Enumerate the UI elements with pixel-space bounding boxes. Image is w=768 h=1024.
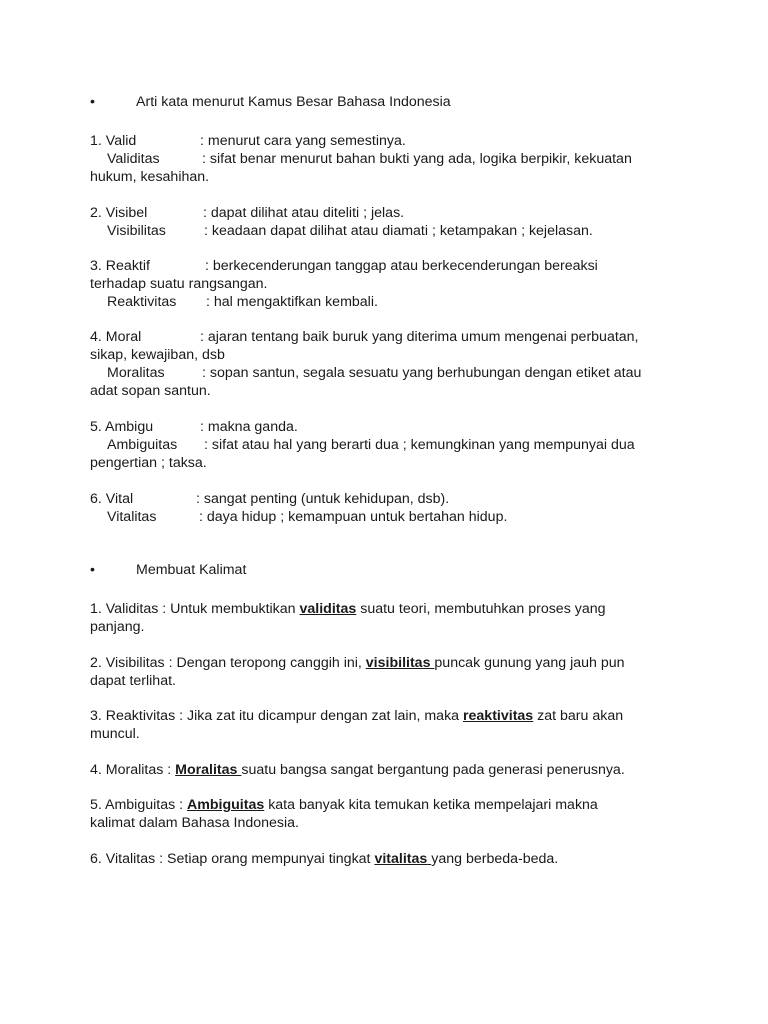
entry-definition-continued: terhadap suatu rangsangan. (90, 276, 268, 292)
sentence-line (90, 796, 598, 814)
sentence-keyword: reaktivitas (463, 708, 534, 724)
entry-derived-line (90, 508, 507, 526)
entry-definition-continued: sikap, kewajiban, dsb (90, 347, 225, 363)
derived-definition: : keadaan dapat dilihat atau diamati ; ketampakan ; kejelasan. (204, 223, 593, 239)
sentence-keyword: visibilitas (365, 655, 431, 671)
entry-definition: : berkecenderungan tanggap atau berkecenderungan bereaksi (205, 258, 598, 274)
bullet-icon: • (90, 562, 95, 578)
derived-definition: : sifat atau hal yang berarti dua ; kemungkinan yang mempunyai dua (204, 437, 635, 453)
derived-definition-continued: hukum, kesahihan. (90, 169, 210, 185)
derived-term: Vitalitas (107, 509, 157, 525)
entry-term: 2. Visibel (90, 205, 148, 221)
section-heading-kalimat: Membuat Kalimat (136, 562, 247, 578)
sentence-prefix: 4. Moralitas : (90, 762, 176, 778)
sentence-prefix: 2. Visibilitas : Dengan teropong canggih ini, (90, 655, 366, 671)
entry-definition: : menurut cara yang semestinya. (200, 133, 406, 149)
sentence-rest: suatu teori, membutuhkan proses yang (356, 601, 606, 617)
sentence-continued: panjang. (90, 619, 145, 635)
sentence-keyword: Moralitas (175, 762, 238, 778)
sentence-continued: dapat terlihat. (90, 673, 176, 689)
entry-derived-line (90, 222, 593, 240)
derived-definition: : sopan santun, segala sesuatu yang berhubungan dengan etiket atau (202, 365, 642, 381)
sentence-prefix: 5. Ambiguitas : (90, 797, 187, 813)
derived-definition-continued: adat sopan santun. (90, 383, 211, 399)
derived-definition: : sifat benar menurut bahan bukti yang ada, logika berpikir, kekuatan (202, 151, 632, 167)
bullet-icon: • (90, 94, 95, 110)
sentence-line (90, 850, 558, 868)
sentence-keyword: Ambiguitas (187, 797, 265, 813)
entry-line (90, 204, 404, 222)
entry-derived-line (90, 150, 632, 168)
entry-term: 6. Vital (90, 491, 134, 507)
sentence-keyword: validitas (299, 601, 357, 617)
entry-term: 1. Valid (90, 133, 137, 149)
entry-definition: : dapat dilihat atau diteliti ; jelas. (203, 205, 405, 221)
sentence-prefix: 6. Vitalitas : Setiap orang mempunyai tingkat (90, 851, 375, 867)
entry-definition: : makna ganda. (200, 419, 298, 435)
sentence-line (90, 761, 625, 779)
sentence-rest: zat baru akan (533, 708, 624, 724)
section-heading-kbbi: Arti kata menurut Kamus Besar Bahasa Indonesia (136, 94, 451, 110)
entry-derived-line (90, 364, 641, 382)
entry-line (90, 257, 598, 275)
derived-term: Visibilitas (107, 223, 166, 239)
entry-line (90, 490, 449, 508)
derived-term: Validitas (107, 151, 160, 167)
sentence-line (90, 600, 606, 618)
sentence-line (90, 707, 623, 725)
entry-definition: : ajaran tentang baik buruk yang diterima umum mengenai perbuatan, (200, 329, 639, 345)
sentence-rest: kata banyak kita temukan ketika mempelajari makna (264, 797, 598, 813)
sentence-rest: suatu bangsa sangat bergantung pada generasi penerusnya. (241, 762, 625, 778)
derived-term: Ambiguitas (107, 437, 178, 453)
entry-line (90, 418, 298, 436)
entry-term: 5. Ambigu (90, 419, 154, 435)
derived-term: Moralitas (107, 365, 165, 381)
derived-term: Reaktivitas (107, 294, 177, 310)
entry-term: 4. Moral (90, 329, 142, 345)
sentence-rest: yang berbeda-beda. (431, 851, 559, 867)
derived-definition-continued: pengertian ; taksa. (90, 455, 207, 471)
entry-term: 3. Reaktif (90, 258, 150, 274)
entry-line (90, 132, 406, 150)
sentence-continued: kalimat dalam Bahasa Indonesia. (90, 815, 299, 831)
sentence-prefix: 1. Validitas : Untuk membuktikan (90, 601, 300, 617)
entry-line (90, 328, 639, 346)
sentence-keyword: vitalitas (374, 851, 428, 867)
entry-derived-line (90, 293, 378, 311)
entry-definition: : sangat penting (untuk kehidupan, dsb). (196, 491, 450, 507)
sentence-continued: muncul. (90, 726, 140, 742)
derived-definition: : daya hidup ; kemampuan untuk bertahan hidup. (199, 509, 508, 525)
sentence-rest: puncak gunung yang jauh pun (434, 655, 625, 671)
entry-derived-line (90, 436, 635, 454)
sentence-prefix: 3. Reaktivitas : Jika zat itu dicampur dengan zat lain, maka (90, 708, 463, 724)
derived-definition: : hal mengaktifkan kembali. (206, 294, 378, 310)
sentence-line (90, 654, 625, 672)
